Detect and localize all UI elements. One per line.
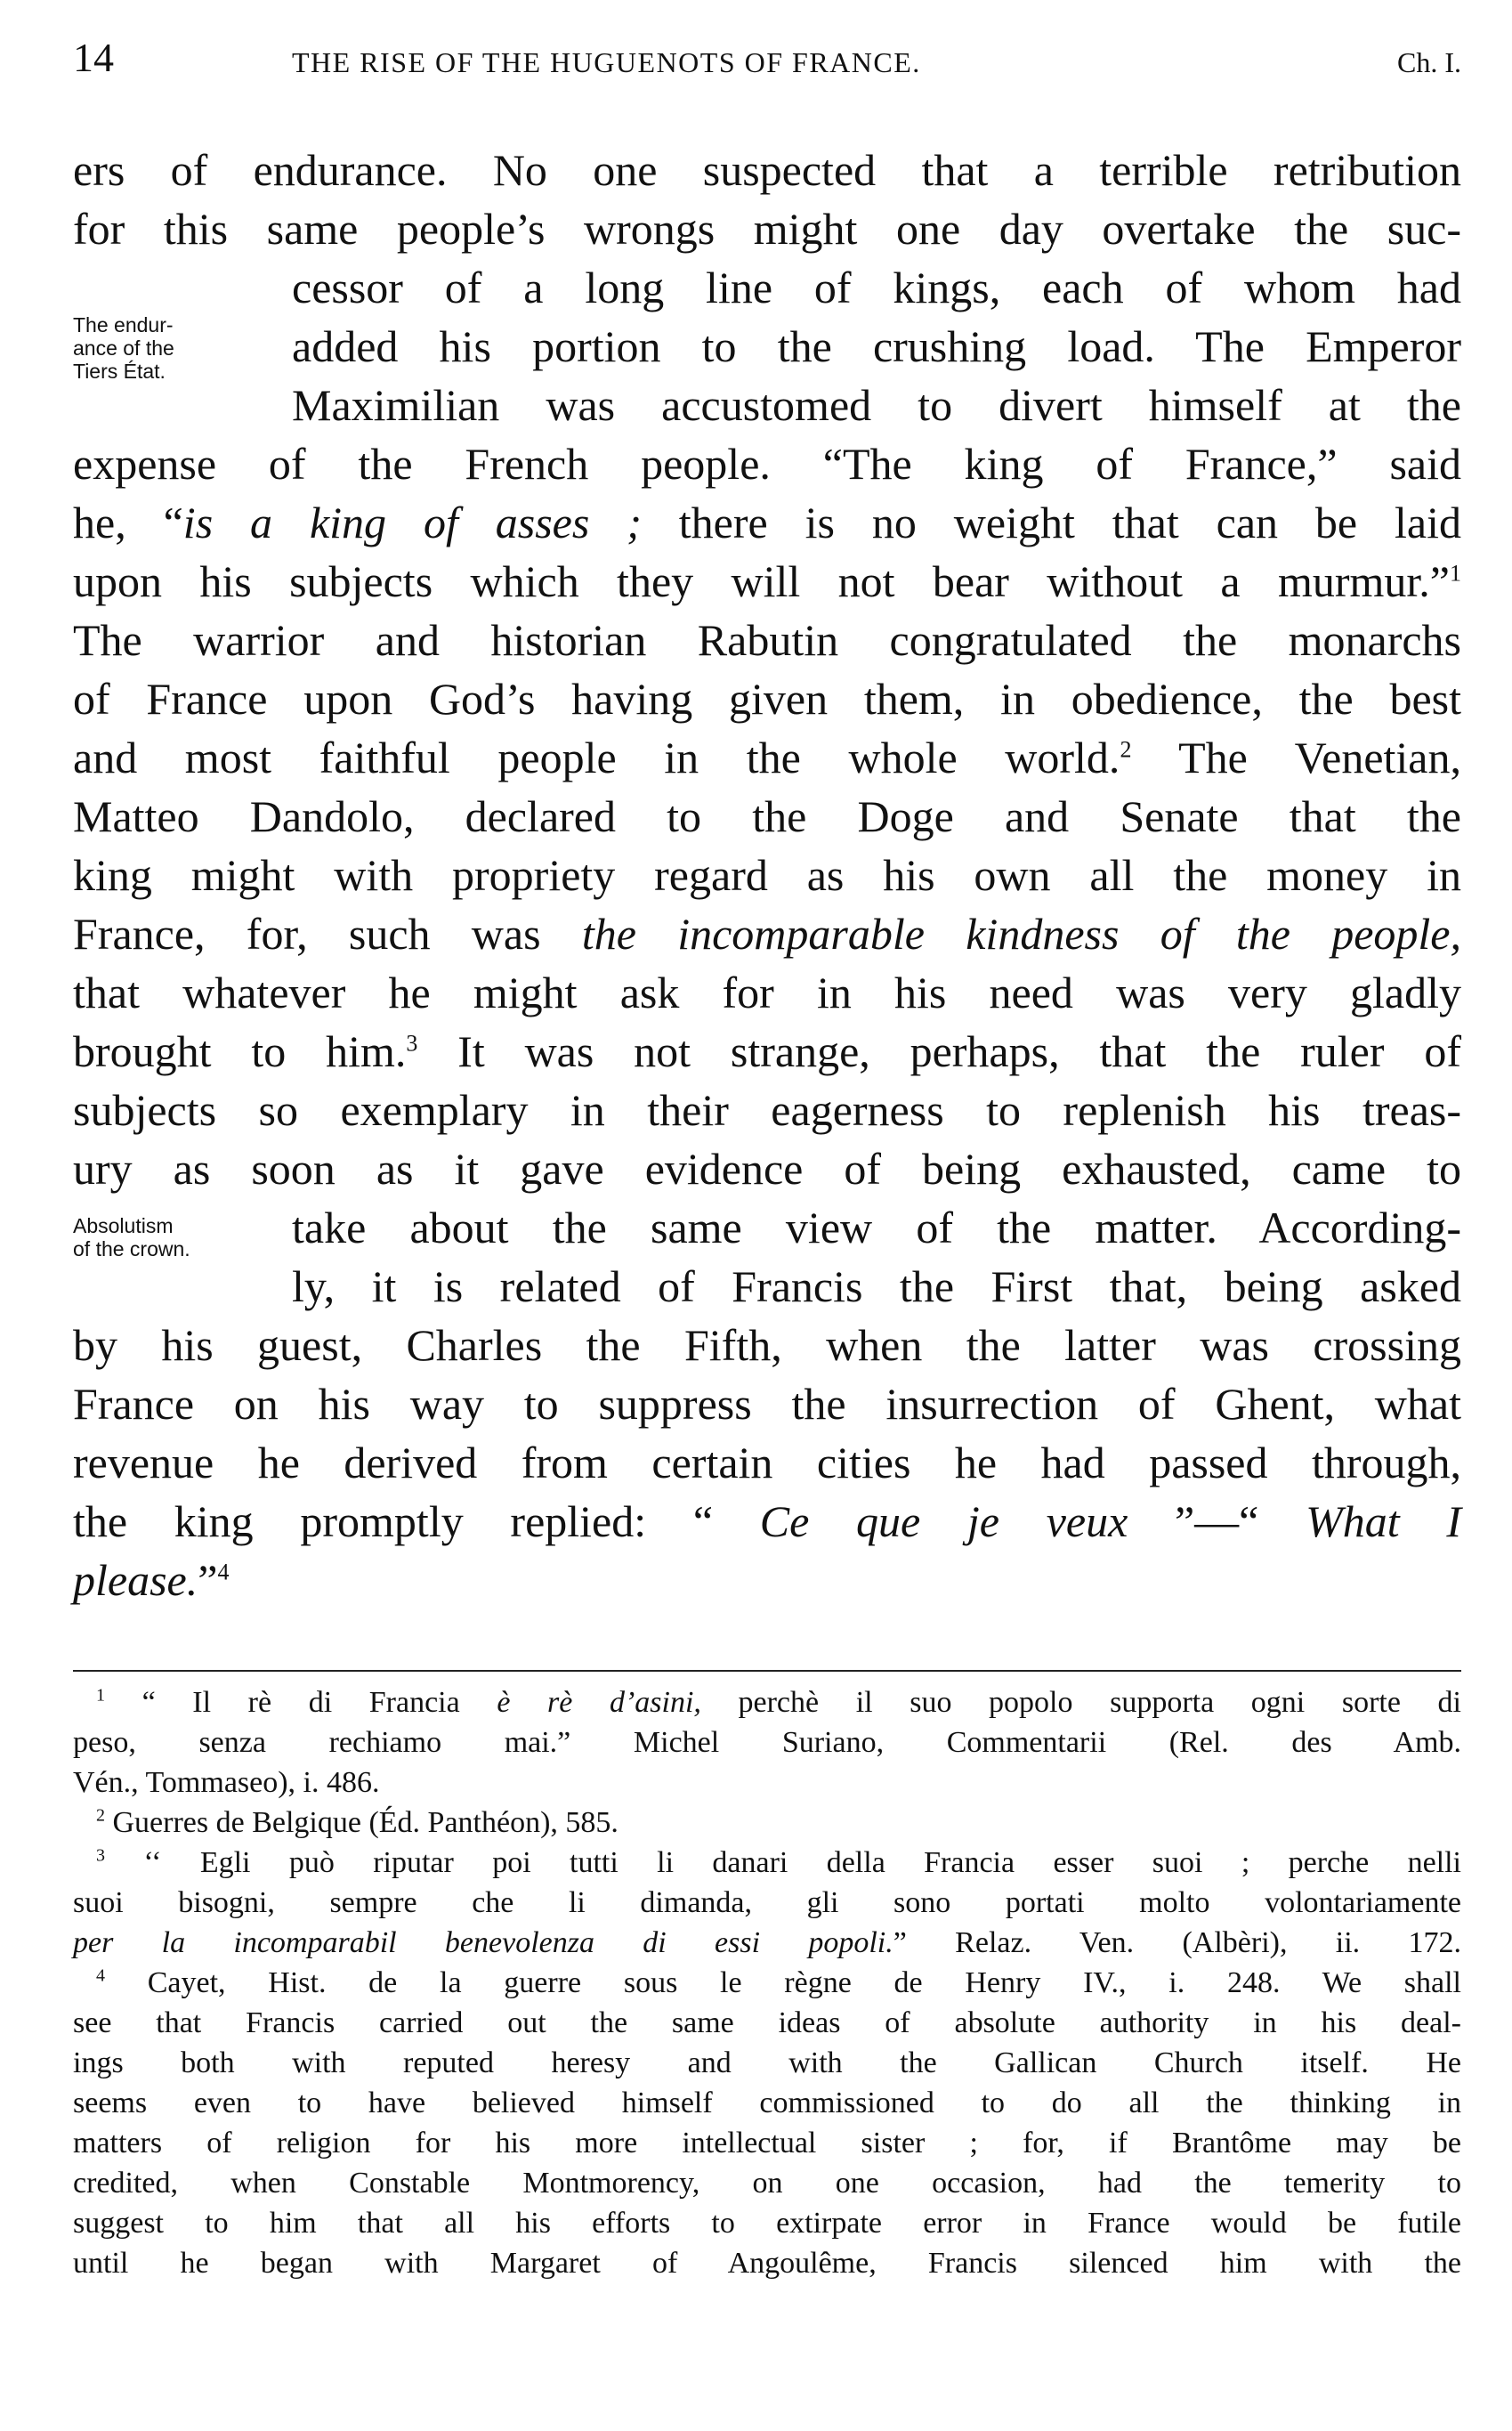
text-line: and most faithful people in the whole world.$^2$ The Venetian, [73, 733, 1462, 782]
footnote-divider [73, 1670, 1461, 1672]
text-line: France, for, such was the incomparable kindness of the people, [73, 909, 1462, 959]
text-line: king might with propriety regard as his own all the money in [73, 850, 1461, 900]
footnote-line: matters of religion for his more intellectual sister ; for, if Brantôme may be [73, 2127, 1461, 2160]
footnote-line: suoi bisogni, sempre che li dimanda, gli sono portati molto volontariamente [73, 1886, 1461, 1919]
margin-note-line: of the crown. [73, 1237, 190, 1260]
text-line: he, “is a king of asses ; there is no weight that can be laid [73, 498, 1462, 547]
italic-quote: please. [73, 1555, 198, 1605]
footnote-ref-2: 2 [1120, 736, 1132, 763]
footnote-2 [73, 1803, 1461, 1843]
running-header [73, 34, 1461, 96]
footnote-line: credited, when Constable Montmorency, on one occasion, had the temerity to [73, 2167, 1461, 2200]
text-line: take about the same view of the matter. According- [292, 1203, 1461, 1252]
text-line: Maximilian was accustomed to divert himself at the [292, 380, 1461, 430]
margin-note-line: The endur- [73, 313, 174, 336]
footnote-line: ings both with reputed heresy and with the Gallican Church itself. He [73, 2046, 1461, 2079]
text-line: ers of endurance. No one suspected that a terrible retribution [73, 145, 1461, 195]
text-line: brought to him.$^3$ It was not strange, perhaps, that the ruler of [73, 1026, 1461, 1076]
italic-quote: What I [1306, 1496, 1461, 1546]
text-line: that whatever he might ask for in his need was very gladly [73, 968, 1461, 1017]
footnote-ref-4: 4 [217, 1559, 230, 1585]
text-line: upon his subjects which they will not bear without a murmur.”$^1$ [73, 556, 1461, 606]
footnote-4 [73, 1963, 1461, 2283]
footnote-line: $^3$ ‘‘ Egli può riputar poi tutti li danari della Francia esser suoi ; perche nelli [96, 1845, 1462, 1879]
footnote-line: until he began with Margaret of Angoulême, Francis silenced him with the [73, 2247, 1461, 2280]
footnote-line: seems even to have believed himself commissioned to do all the thinking in [73, 2087, 1461, 2119]
footnote-line: $^2$ Guerres de Belgique (Éd. Panthéon), 585. [96, 1805, 619, 1839]
text-line: ury as soon as it gave evidence of being exhausted, came to [73, 1144, 1461, 1194]
footnote-mark: 3 [96, 1845, 105, 1866]
page-number: 14 [73, 35, 114, 80]
text-line: added his portion to the crushing load. The Emperor [292, 321, 1461, 371]
italic-quote: is a king of asses ; [182, 498, 642, 547]
text-line: France on his way to suppress the insurrection of Ghent, what [73, 1379, 1461, 1429]
text-line: the king promptly replied: “ Ce que je veux ”—“ What I [73, 1496, 1461, 1546]
footnote-line: per la incomparabil benevolenza di essi popoli.” Relaz. Ven. (Albèri), ii. 172. [73, 1926, 1461, 1959]
margin-note-line: ance of the [73, 336, 174, 360]
text-line: expense of the French people. “The king of France,” said [73, 439, 1461, 489]
footnote-ref-1: 1 [1450, 560, 1461, 587]
footnote-line: suggest to him that all his efforts to extirpate error in France would be futile [73, 2207, 1461, 2240]
footnote-1 [73, 1682, 1461, 1803]
italic-quote: Ce que je veux [759, 1496, 1128, 1546]
footnote-line: see that Francis carried out the same ideas of absolute authority in his deal- [73, 2006, 1461, 2039]
margin-note-line: Tiers État. [73, 360, 166, 383]
footnote-line: $^1$ “ Il rè di Francia è rè d’asini, perchè il suo popolo supporta ogni sorte di [96, 1685, 1462, 1719]
footnote-mark: 1 [96, 1685, 105, 1706]
text-line: The warrior and historian Rabutin congratulated the monarchs [73, 615, 1461, 665]
chapter-label: Ch. I. [1397, 46, 1461, 78]
footnote-ref-3: 3 [406, 1030, 418, 1057]
italic-phrase: the incomparable kindness of the people, [581, 909, 1462, 959]
margin-note-line: Absolutism [73, 1214, 174, 1237]
body-text [73, 141, 1461, 1609]
text-line: for this same people’s wrongs might one day overtake the suc- [73, 204, 1461, 254]
footnotes [73, 1682, 1461, 2283]
text-line: Matteo Dandolo, declared to the Doge and Senate that the [73, 791, 1461, 841]
text-line: cessor of a long line of kings, each of whom had [292, 263, 1461, 312]
footnote-line: $^4$ Cayet, Hist. de la guerre sous le règne de Henry IV., i. 248. We shall [96, 1965, 1461, 1999]
text-line: please.”$^4$ [73, 1555, 230, 1605]
running-title: THE RISE OF THE HUGUENOTS OF FRANCE. [292, 46, 921, 78]
footnote-mark: 4 [96, 1965, 105, 1986]
footnote-line: Vén., Tommaseo), i. 486. [73, 1766, 380, 1799]
text-line: by his guest, Charles the Fifth, when the latter was crossing [73, 1320, 1461, 1370]
footnote-mark: 2 [96, 1805, 105, 1826]
text-line: ly, it is related of Francis the First that, being asked [292, 1261, 1461, 1311]
footnote-line: peso, senza rechiamo mai.” Michel Suriano, Commentarii (Rel. des Amb. [73, 1726, 1461, 1759]
text-line: revenue he derived from certain cities he had passed through, [73, 1438, 1461, 1487]
text-line: of France upon God’s having given them, in obedience, the best [73, 674, 1461, 724]
footnote-3 [73, 1843, 1461, 1963]
text-line: subjects so exemplary in their eagerness to replenish his treas- [73, 1085, 1461, 1135]
